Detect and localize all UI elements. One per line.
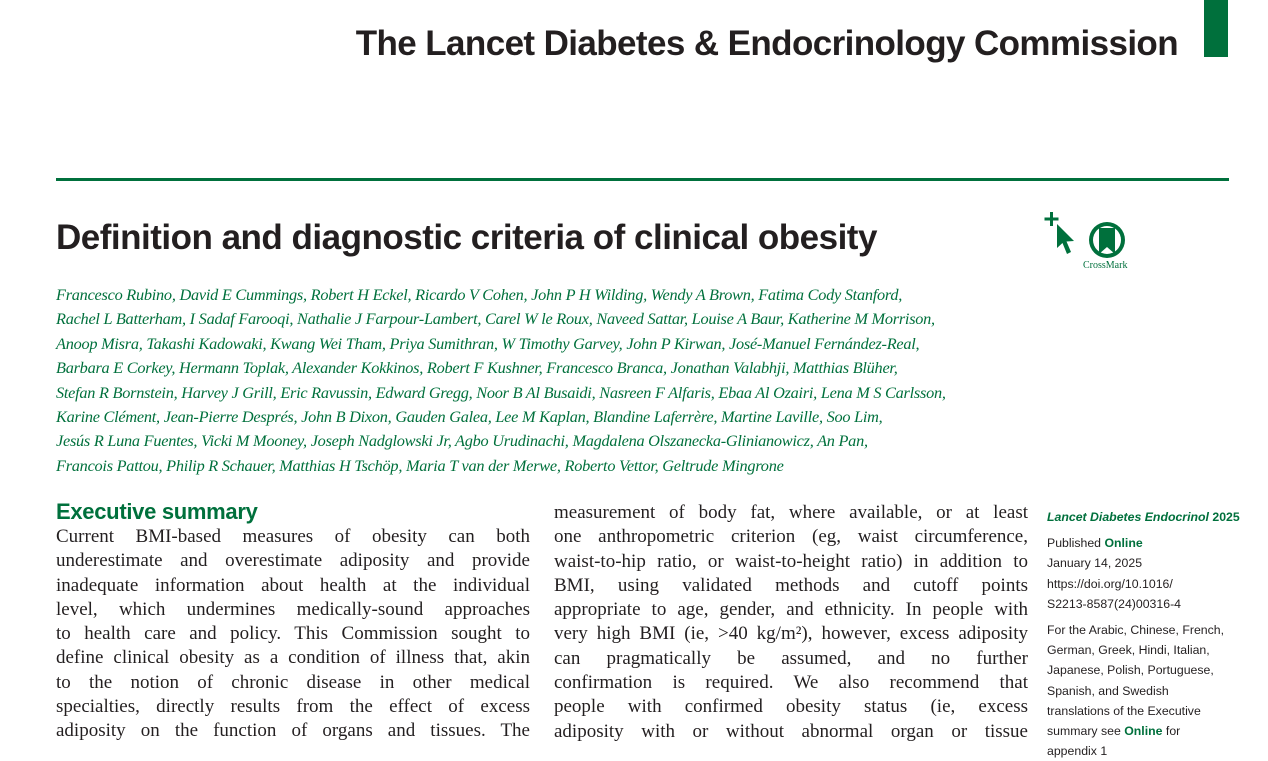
summary-line: Current BMI-based measures of obesity can both — [56, 526, 530, 547]
cursor-plus-icon — [1045, 212, 1075, 254]
for-text: for — [1165, 724, 1181, 739]
published-online-link[interactable]: Online — [1104, 536, 1143, 551]
author-line[interactable]: Stefan R Bornstein, Harvey J Grill, Eric Ravussin, Edward Gregg, Noor B Al Busaidi, Nasreen F Alfaris, Ebaa Al Ozairi, Lena M S Carlsson, — [56, 382, 946, 402]
translations-note: Spanish, and Swedish — [1047, 683, 1169, 698]
article-title: Definition and diagnostic criteria of clinical obesity — [56, 218, 877, 257]
translations-online-link[interactable]: Online — [1124, 724, 1163, 739]
translations-note: German, Greek, Hindi, Italian, — [1047, 643, 1210, 658]
author-line[interactable]: Francois Pattou, Philip R Schauer, Matthias H Tschöp, Maria T van der Merwe, Roberto Vettor, Geltrude Mingrone — [56, 455, 784, 475]
summary-line: waist-to-hip ratio, or waist-to-height ratio) in addition to — [554, 550, 1028, 572]
executive-summary-heading: Executive summary — [56, 499, 258, 524]
translations-note: Japanese, Polish, Portuguese, — [1047, 663, 1214, 678]
author-line[interactable]: Rachel L Batterham, I Sadaf Farooqi, Nathalie J Farpour-Lambert, Carel W le Roux, Naveed Sattar, Louise A Baur, Katherine M Morrison, — [56, 309, 935, 329]
published-prefix: Published — [1047, 536, 1102, 551]
summary-line: to the notion of chronic disease in other medical — [56, 671, 530, 693]
header-divider — [56, 178, 1229, 181]
doi-link[interactable]: https://doi.org/10.1016/ — [1047, 576, 1173, 591]
summary-line: very high BMI (ie, >40 kg/m²), however, excess adiposity — [554, 623, 1028, 645]
journal-year: 2025 — [1212, 510, 1240, 524]
summary-line: can pragmatically be assumed, and no further — [554, 647, 1028, 669]
summary-line: define clinical obesity as a condition of illness that, akin — [56, 647, 530, 669]
summary-column-left — [56, 525, 530, 744]
author-line[interactable]: Anoop Misra, Takashi Kadowaki, Kwang Wei Tham, Priya Sumithran, W Timothy Garvey, John P Kirwan, José-Manuel Fernández-Real, — [56, 333, 920, 353]
journal-citation — [1047, 507, 1240, 527]
summary-line: to health care and policy. This Commission sought to — [56, 623, 530, 645]
summary-line: people with confirmed obesity status (ie, excess — [554, 696, 1028, 718]
summary-line: appropriate to age, gender, and ethnicity. In people with — [554, 599, 1028, 621]
author-line[interactable]: Barbara E Corkey, Hermann Toplak, Alexander Kokkinos, Robert F Kushner, Francesco Branca, Jonathan Valabhji, Matthias Blüher, — [56, 358, 898, 378]
translations-link-line — [1047, 721, 1237, 741]
author-list — [56, 283, 996, 478]
summary-line: one anthropometric criterion (eg, waist circumference, — [554, 526, 1028, 548]
summary-line: BMI, using validated methods and cutoff points — [554, 574, 1028, 596]
article-sidebar — [1047, 507, 1240, 761]
summary-line: confirmation is required. We also recommend that — [554, 672, 1028, 694]
summary-line: measurement of body fat, where available, or at least — [554, 502, 1028, 523]
published-date: January 14, 2025 — [1047, 556, 1143, 571]
summary-column-right — [554, 501, 1028, 744]
translations-note: For the Arabic, Chinese, French, — [1047, 623, 1225, 638]
summary-line: specialties, directly results from the effect of excess — [56, 696, 530, 718]
summary-line: adiposity on the function of organs and tissues. The — [56, 720, 530, 742]
author-line[interactable]: Karine Clément, Jean-Pierre Després, John B Dixon, Gauden Galea, Lee M Kaplan, Blandine Laferrère, Martine Laville, Soo Lim, — [56, 407, 883, 427]
journal-name: Lancet Diabetes Endocrinol — [1047, 510, 1209, 524]
translations-note: translations of the Executive — [1047, 703, 1201, 718]
appendix-reference: appendix 1 — [1047, 744, 1108, 759]
author-line[interactable]: Jesús R Luna Fuentes, Vicki M Mooney, Joseph Nadglowski Jr, Agbo Urudinachi, Magdalena Olszanecka-Glinianowicz, An Pan, — [56, 431, 868, 451]
summary-line: level, which undermines medically-sound approaches — [56, 598, 530, 620]
summary-see-text: summary see — [1047, 724, 1121, 739]
journal-color-tab — [1204, 0, 1228, 57]
bookmark-ring-icon — [1089, 222, 1125, 258]
published-line — [1047, 533, 1237, 553]
summary-line: adiposity with or without abnormal organ or tissue — [554, 720, 1028, 742]
author-line[interactable]: Francesco Rubino, David E Cummings, Robert H Eckel, Ricardo V Cohen, John P H Wilding, Wendy A Brown, Fatima Cody Stanford, — [56, 285, 903, 304]
summary-line: inadequate information about health at the individual — [56, 574, 530, 596]
commission-title: The Lancet Diabetes & Endocrinology Commission — [355, 24, 1178, 63]
crossmark-label[interactable]: CrossMark — [1083, 260, 1128, 271]
doi-link[interactable]: S2213-8587(24)00316-4 — [1047, 596, 1182, 611]
summary-line: underestimate and overestimate adiposity and provide — [56, 550, 530, 572]
